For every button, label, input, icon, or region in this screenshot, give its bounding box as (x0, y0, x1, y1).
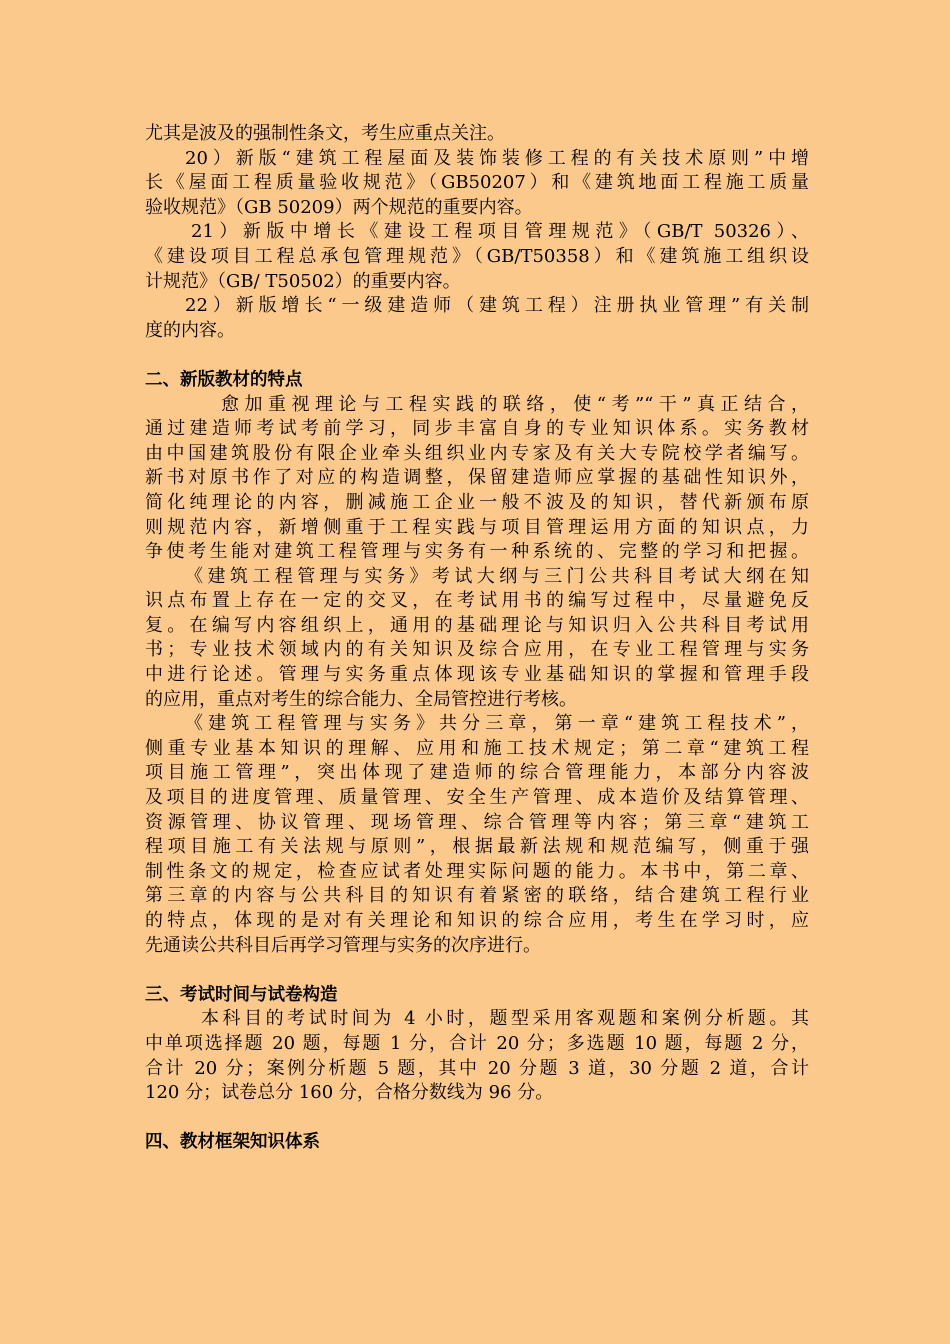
section-3-paragraph-1 (145, 1007, 809, 1105)
spacer (145, 1106, 809, 1131)
paragraph-line: 的应用，重点对考生的综合能力、全局管控进行考核。 (145, 688, 577, 710)
paragraph-line: 简化纯理论的内容，删减施工企业一般不波及的知识，替代新颁布原 (145, 491, 809, 513)
paragraph-line: 中单项选择题 20 题，每题 1 分，合计 20 分；多选题 10 题，每题 2 分， (145, 1032, 809, 1054)
paragraph-line: 复。在编写内容组织上，通用的基础理论与知识归入公共科目考试用 (145, 614, 809, 636)
paragraph-line: 先通读公共科目后再学习管理与实务的次序进行。 (145, 934, 541, 956)
document-body (145, 122, 809, 1155)
spacer (145, 343, 809, 368)
paragraph-line: 的特点，体现的是对有关理论和知识的综合应用，考生在学习时，应 (145, 910, 809, 931)
paragraph-line: 制性条文的规定，检查应试者处理实际问题的能力。本书中，第二章、 (145, 860, 809, 882)
item-20-line-3: 验收规范》（GB 50209）两个规范的重要内容。 (145, 196, 533, 218)
paragraph-line: 则规范内容，新增侧重于工程实践与项目管理运用方面的知识点，力 (145, 516, 809, 538)
paragraph-line: 第三章的内容与公共科目的知识有着紧密的联络，结合建筑工程行业 (145, 885, 809, 907)
item-21-line-1: 21）新版中增长《建设工程项目管理规范》（GB/T 50326）、 (191, 221, 809, 243)
paragraph-line: 《建筑工程管理与实务》共分三章，第一章“建筑工程技术”， (185, 713, 809, 735)
paragraph-line: 及项目的进度管理、质量管理、安全生产管理、成本造价及结算管理、 (145, 787, 809, 809)
section-2-paragraph-2 (145, 565, 809, 713)
paragraph-line: 合计 20 分；案例分析题 5 题，其中 20 分题 3 道，30 分题 2 道，合计 (145, 1057, 809, 1079)
paragraph-line: 资源管理、协议管理、现场管理、综合管理等内容；第三章“建筑工 (145, 811, 809, 833)
paragraph-line: 愈加重视理论与工程实践的联络，使“考”“干”真正结合， (221, 393, 809, 415)
paragraph-line: 中进行论述。管理与实务重点体现该专业基础知识的掌握和管理手段 (145, 664, 809, 686)
paragraph-line: 120 分；试卷总分 160 分，合格分数线为 96 分。 (145, 1082, 554, 1104)
intro-line: 尤其是波及的强制性条文，考生应重点关注。 (145, 123, 505, 144)
paragraph-line: 本科目的考试时间为 4 小时，题型采用客观题和案例分析题。其 (201, 1008, 809, 1030)
paragraph-line: 侧重专业基本知识的理解、应用和施工技术规定；第二章“建筑工程 (145, 737, 809, 759)
item-20-line-1: 20）新版“建筑工程屋面及装饰装修工程的有关技术原则”中增 (185, 147, 809, 169)
item-22-line-2: 度的内容。 (145, 319, 235, 341)
item-21-line-2: 《建设项目工程总承包管理规范》（GB/T50358）和《建筑施工组织设 (145, 245, 809, 267)
section-4-heading: 四、教材框架知识体系 (145, 1132, 320, 1153)
item-21-line-3: 计规范》（GB/ T50502）的重要内容。 (145, 270, 461, 292)
item-22-line-1: 22）新版增长“一级建造师（建筑工程）注册执业管理”有关制 (185, 295, 809, 317)
paragraph-line: 通过建造师考试考前学习，同步丰富自身的专业知识体系。实务教材 (145, 418, 809, 440)
section-3-heading: 三、考试时间与试卷构造 (145, 984, 338, 1005)
paragraph-line: 新书对原书作了对应的构造调整，保留建造师应掌握的基础性知识外， (145, 467, 809, 489)
paragraph-line: 程项目施工有关法规与原则”，根据最新法规和规范编写，侧重于强 (145, 836, 809, 858)
section-2-paragraph-1 (145, 393, 809, 565)
section-2-paragraph-3 (145, 712, 809, 958)
paragraph-line: 项目施工管理”，突出体现了建造师的综合管理能力，本部分内容波 (145, 762, 809, 784)
paragraph-line: 争使考生能对建筑工程管理与实务有一种系统的、完整的学习和把握。 (145, 541, 809, 563)
section-2-heading: 二、新版教材的特点 (145, 369, 303, 390)
spacer (145, 958, 809, 983)
paragraph-line: 书；专业技术领域内的有关知识及综合应用，在专业工程管理与实务 (145, 639, 809, 661)
paragraph-line: 识点布置上存在一定的交叉，在考试用书的编写过程中，尽量避免反 (145, 590, 809, 612)
paragraph-line: 由中国建筑股份有限企业牵头组织业内专家及有关大专院校学者编写。 (145, 442, 809, 464)
item-20-line-2: 长《屋面工程质量验收规范》（GB50207）和《建筑地面工程施工质量 (145, 172, 809, 194)
paragraph-line: 《建筑工程管理与实务》考试大纲与三门公共科目考试大纲在知 (185, 565, 809, 587)
